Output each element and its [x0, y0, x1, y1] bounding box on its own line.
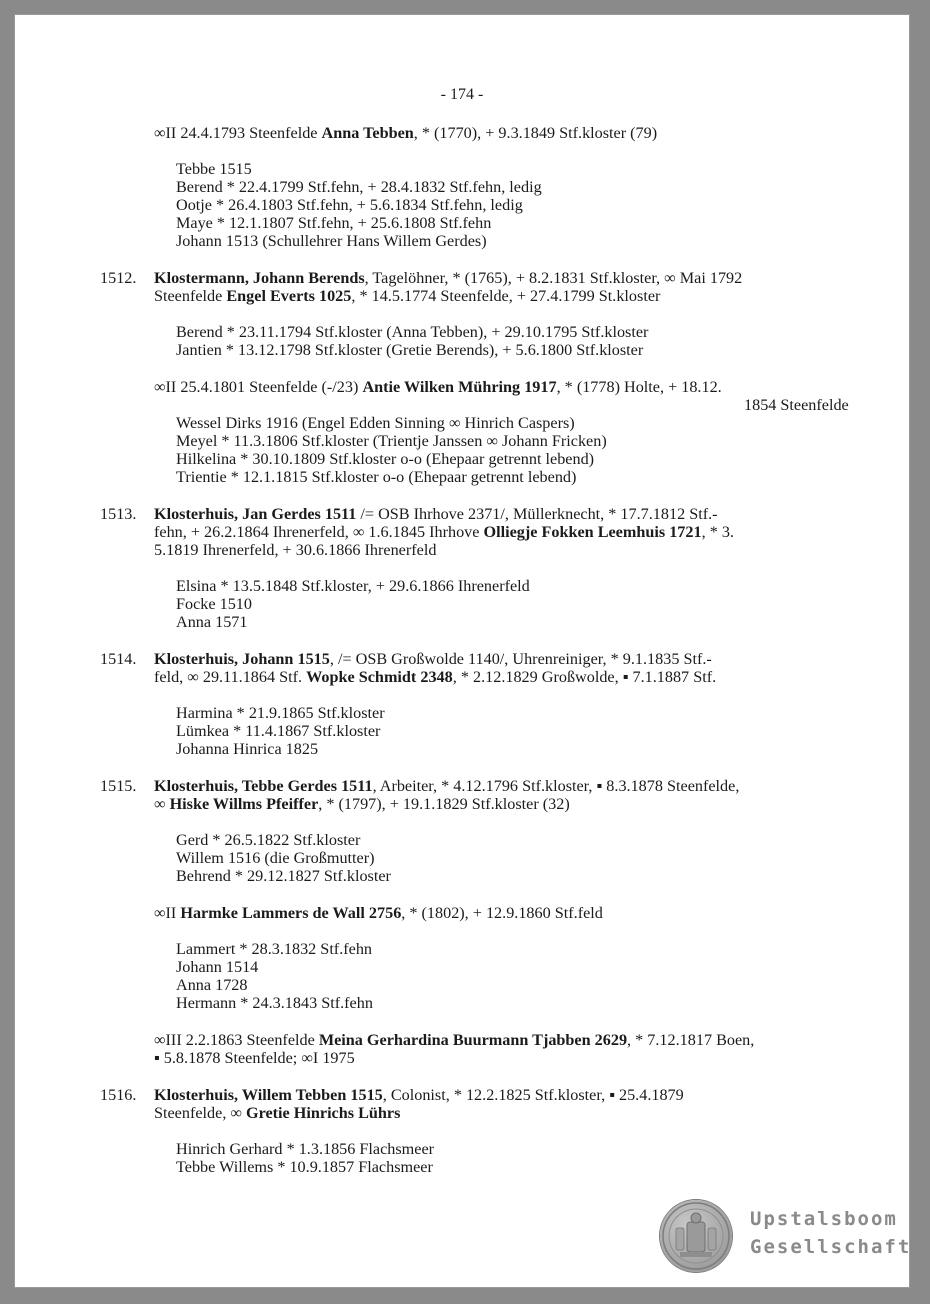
child-line: Johanna Hinrica 1825: [176, 740, 319, 758]
child-line: Johann 1513 (Schullehrer Hans Willem Gerdes): [176, 232, 487, 250]
child-line: Hinrich Gerhard * 1.3.1856 Flachsmeer: [176, 1140, 435, 1158]
marriage-line: ∞III 2.2.1863 Steenfelde Meina Gerhardina Buurmann Tjabben 2629, * 7.12.1817 Boen,: [154, 1031, 755, 1049]
document-page: [14, 14, 910, 1288]
entry-line: Klostermann, Johann Berends, Tagelöhner, * (1765), + 8.2.1831 Stf.kloster, ∞ Mai 1792: [154, 269, 743, 287]
child-line: Trientie * 12.1.1815 Stf.kloster o-o (Ehepaar getrennt lebend): [176, 468, 577, 486]
child-line: Hermann * 24.3.1843 Stf.fehn: [176, 994, 373, 1012]
marriage-line: ∞II Harmke Lammers de Wall 2756, * (1802), + 12.9.1860 Stf.feld: [154, 904, 603, 922]
child-line: Johann 1514: [176, 958, 259, 976]
page-number: - 174 -: [440, 86, 484, 103]
entry-number: 1512.: [100, 269, 137, 287]
entry-number: 1514.: [100, 650, 137, 668]
child-line: Anna 1571: [176, 613, 248, 631]
entry-line: Steenfelde, ∞ Gretie Hinrichs Lührs: [154, 1104, 401, 1122]
child-line: Lümkea * 11.4.1867 Stf.kloster: [176, 722, 381, 740]
entry-line: Klosterhuis, Tebbe Gerdes 1511, Arbeiter, * 4.12.1796 Stf.kloster, ▪ 8.3.1878 Steenfelde,: [154, 777, 740, 795]
child-line: Maye * 12.1.1807 Stf.fehn, + 25.6.1808 Stf.fehn: [176, 214, 492, 232]
child-line: Berend * 23.11.1794 Stf.kloster (Anna Tebben), + 29.10.1795 Stf.kloster: [176, 323, 649, 341]
child-line: Ootje * 26.4.1803 Stf.fehn, + 5.6.1834 Stf.fehn, ledig: [176, 196, 523, 214]
child-line: Meyel * 11.3.1806 Stf.kloster (Trientje Janssen ∞ Johann Fricken): [176, 432, 607, 450]
society-logo: [658, 1200, 912, 1274]
child-line: Willem 1516 (die Großmutter): [176, 849, 375, 867]
entry-number: 1513.: [100, 505, 137, 523]
marriage-line: ∞II 24.4.1793 Steenfelde Anna Tebben, * (1770), + 9.3.1849 Stf.kloster (79): [154, 124, 658, 142]
entry-line: 5.1819 Ihrenerfeld, + 30.6.1866 Ihrenerfeld: [154, 541, 437, 559]
entry-number: 1516.: [100, 1086, 137, 1104]
entry-line: ∞ Hiske Willms Pfeiffer, * (1797), + 19.1.1829 Stf.kloster (32): [154, 795, 570, 813]
child-line: Harmina * 21.9.1865 Stf.kloster: [176, 704, 385, 722]
entry-line: feld, ∞ 29.11.1864 Stf. Wopke Schmidt 2348, * 2.12.1829 Großwolde, ▪ 7.1.1887 Stf.: [154, 668, 717, 686]
child-line: Wessel Dirks 1916 (Engel Edden Sinning ∞ Hinrich Caspers): [176, 414, 575, 432]
child-line: Tebbe Willems * 10.9.1857 Flachsmeer: [176, 1158, 433, 1176]
child-line: Behrend * 29.12.1827 Stf.kloster: [176, 867, 391, 885]
logo-text-line2: Gesellschaft: [750, 1236, 912, 1258]
entry-line: Klosterhuis, Willem Tebben 1515, Colonist, * 12.2.1825 Stf.kloster, ▪ 25.4.1879: [154, 1086, 684, 1104]
entry-line: Steenfelde Engel Everts 1025, * 14.5.1774 Steenfelde, + 27.4.1799 St.kloster: [154, 287, 661, 305]
marriage-line-cont: 1854 Steenfelde: [744, 396, 849, 414]
child-line: Anna 1728: [176, 976, 248, 994]
entry-line: Klosterhuis, Johann 1515, /= OSB Großwolde 1140/, Uhrenreiniger, * 9.1.1835 Stf.-: [154, 650, 712, 668]
child-line: Elsina * 13.5.1848 Stf.kloster, + 29.6.1866 Ihrenerfeld: [176, 577, 530, 595]
child-line: Berend * 22.4.1799 Stf.fehn, + 28.4.1832 Stf.fehn, ledig: [176, 178, 542, 196]
child-line: Focke 1510: [176, 595, 252, 613]
child-line: Lammert * 28.3.1832 Stf.fehn: [176, 940, 373, 958]
seal-icon: [660, 1200, 732, 1272]
logo-text-line1: Upstalsboom: [750, 1208, 898, 1230]
entry-line: fehn, + 26.2.1864 Ihrenerfeld, ∞ 1.6.1845 Ihrhove Olliegje Fokken Leemhuis 1721, * 3.: [154, 523, 734, 541]
entry-line: Klosterhuis, Jan Gerdes 1511 /= OSB Ihrhove 2371/, Müllerknecht, * 17.7.1812 Stf.-: [154, 505, 718, 523]
child-line: Gerd * 26.5.1822 Stf.kloster: [176, 831, 361, 849]
child-line: Jantien * 13.12.1798 Stf.kloster (Gretie Berends), + 5.6.1800 Stf.kloster: [176, 341, 644, 359]
marriage-line: ∞II 25.4.1801 Steenfelde (-/23) Antie Wilken Mühring 1917, * (1778) Holte, + 18.12.: [154, 378, 722, 396]
child-line: Hilkelina * 30.10.1809 Stf.kloster o-o (Ehepaar getrennt lebend): [176, 450, 595, 468]
marriage-line: ▪ 5.8.1878 Steenfelde; ∞I 1975: [154, 1049, 355, 1067]
entry-number: 1515.: [100, 777, 137, 795]
child-line: Tebbe 1515: [176, 160, 252, 178]
